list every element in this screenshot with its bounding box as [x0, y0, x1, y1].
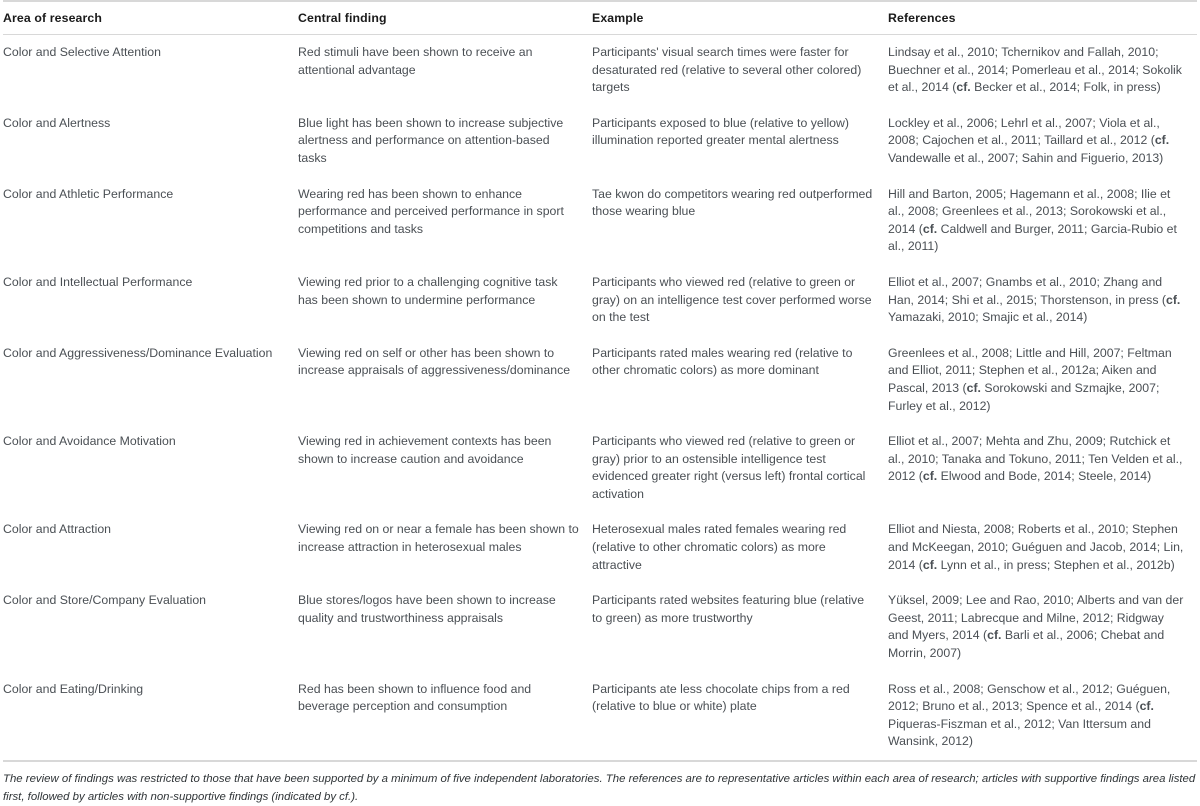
references-supportive: Greenlees et al., 2008; Little and Hill, 2007; Feltman and Elliot, 2011; Stephen et al., 2012a; Aiken and Pascal, 2013 ( [888, 345, 1172, 395]
table-footnote: The review of findings was restricted to those that have been supported by a minimum of five independent laboratories. The references are to representative articles within each area of research; articles with supportive findings area listed first, followed by articles with non-supportive findings (indicated by cf.). [3, 773, 1196, 803]
cell-references [888, 106, 1197, 177]
references-non-supportive: Sorokowski and Szmajke, 2007; Furley et al., 2012) [888, 380, 1160, 413]
cell-references [888, 583, 1197, 671]
cell-central-finding: Viewing red on self or other has been shown to increase appraisals of aggressiveness/dominance [298, 345, 571, 378]
column-header-area-of-research: Area of research [3, 1, 298, 35]
cell-example: Participants who viewed red (relative to green or gray) prior to an ostensible intelligence test evidenced greater right (versus left) frontal cortical activation [592, 434, 866, 501]
cell-example: Heterosexual males rated females wearing red (relative to other chromatic colors) as more attractive [592, 522, 847, 572]
references-cf-marker: cf. [987, 628, 1002, 643]
references-supportive: Ross et al., 2008; Genschow et al., 2012; Guéguen, 2012; Bruno et al., 2013; Spence et al., 2014 ( [888, 681, 1171, 714]
cell-references [888, 424, 1197, 512]
table-row [3, 265, 1197, 336]
cell-central-finding: Blue stores/logos have been shown to increase quality and trustworthiness appraisals [298, 593, 556, 625]
references-supportive: Elliot et al., 2007; Mehta and Zhu, 2009; Rutchick et al., 2010; Tanaka and Tokuno, 2011; Ten Velden et al., 2012 ( [888, 434, 1183, 484]
references-non-supportive: Piqueras-Fiszman et al., 2012; Van Ittersum and Wansink, 2012) [888, 716, 1151, 749]
cell-references [888, 177, 1197, 265]
cell-references [888, 512, 1197, 583]
cell-example: Participants exposed to blue (relative to yellow) illumination reported greater mental alertness [592, 115, 849, 148]
references-supportive: Elliot et al., 2007; Gnambs et al., 2010; Zhang and Han, 2014; Shi et al., 2015; Thorstenson, in press ( [888, 274, 1166, 307]
references-non-supportive: Barli et al., 2006; Chebat and Morrin, 2007) [888, 628, 1165, 661]
table-row [3, 336, 1197, 424]
cell-example: Participants rated websites featuring blue (relative to green) as more trustworthy [592, 593, 865, 625]
table-header [3, 1, 1197, 35]
table-row [3, 424, 1197, 512]
references-non-supportive: Becker et al., 2014; Folk, in press) [970, 80, 1161, 95]
references-supportive: Hill and Barton, 2005; Hagemann et al., 2008; Ilie et al., 2008; Greenlees et al., 2013; Sorokowski et al., 2014 ( [888, 186, 1171, 236]
table-header-row [3, 1, 1197, 35]
cell-example: Participants rated males wearing red (relative to other chromatic colors) as more dominant [592, 345, 853, 378]
references-supportive: Lockley et al., 2006; Lehrl et al., 2007; Viola et al., 2008; Cajochen et al., 2011; Taillard et al., 2012 ( [888, 115, 1160, 148]
cell-references [888, 672, 1197, 760]
table-row [3, 583, 1197, 671]
table-row [3, 106, 1197, 177]
table-row [3, 177, 1197, 265]
cell-central-finding: Viewing red in achievement contexts has been shown to increase caution and avoidance [298, 434, 552, 466]
references-non-supportive: Lynn et al., in press; Stephen et al., 2012b) [937, 557, 1175, 572]
references-supportive: Yüksel, 2009; Lee and Rao, 2010; Alberts and van der Geest, 2011; Labrecque and Milne, 2012; Ridgway and Myers, 2014 ( [888, 593, 1184, 643]
references-cf-marker: cf. [922, 557, 938, 572]
column-header-central-finding: Central finding [298, 1, 592, 35]
cell-central-finding: Viewing red on or near a female has been shown to increase attraction in heterosexual males [298, 522, 579, 555]
cell-central-finding: Wearing red has been shown to enhance performance and perceived performance in sport competitions and tasks [298, 186, 564, 236]
cell-area-of-research: Color and Attraction [3, 522, 111, 537]
cell-area-of-research: Color and Store/Company Evaluation [3, 593, 207, 608]
cell-references [888, 265, 1197, 336]
column-header-references: References [888, 1, 1197, 35]
cell-area-of-research: Color and Alertness [3, 115, 111, 130]
cell-example: Tae kwon do competitors wearing red outperformed those wearing blue [592, 186, 873, 219]
cell-references [888, 35, 1197, 106]
research-findings-table [3, 0, 1197, 760]
references-non-supportive: Vandewalle et al., 2007; Sahin and Figuerio, 2013) [888, 150, 1164, 165]
table-body [3, 35, 1197, 761]
cell-example: Participants who viewed red (relative to green or gray) on an intelligence test cover performed worse on the test [592, 274, 872, 325]
cell-area-of-research: Color and Aggressiveness/Dominance Evaluation [3, 345, 273, 360]
column-header-example: Example [592, 1, 888, 35]
cell-example: Participants ate less chocolate chips from a red (relative to blue or white) plate [592, 681, 850, 714]
cell-central-finding: Blue light has been shown to increase subjective alertness and performance on attention-based tasks [298, 115, 564, 165]
references-non-supportive: Yamazaki, 2010; Smajic et al., 2014) [888, 310, 1088, 325]
cell-central-finding: Red stimuli have been shown to receive an attentional advantage [298, 45, 533, 77]
cell-central-finding: Viewing red prior to a challenging cognitive task has been shown to undermine performance [298, 274, 558, 307]
cell-central-finding: Red has been shown to influence food and beverage perception and consumption [298, 681, 532, 714]
references-non-supportive: Caldwell and Burger, 2011; Garcia-Rubio et al., 2011) [888, 221, 1177, 254]
references-cf-marker: cf. [922, 221, 938, 236]
cell-example: Participants' visual search times were faster for desaturated red (relative to several other colored) targets [592, 45, 862, 95]
references-cf-marker: cf. [966, 380, 981, 395]
references-cf-marker: cf. [956, 80, 971, 95]
references-cf-marker: cf. [1165, 292, 1181, 307]
table-row [3, 672, 1197, 760]
cell-references [888, 336, 1197, 424]
references-cf-marker: cf. [922, 469, 938, 484]
references-supportive: Elliot and Niesta, 2008; Roberts et al., 2010; Stephen and McKeegan, 2010; Guéguen and Jacob, 2014; Lin, 2014 ( [888, 522, 1184, 572]
cell-area-of-research: Color and Avoidance Motivation [3, 434, 176, 449]
references-cf-marker: cf. [1139, 699, 1154, 714]
cell-area-of-research: Color and Eating/Drinking [3, 681, 144, 696]
cell-area-of-research: Color and Selective Attention [3, 45, 161, 59]
cell-area-of-research: Color and Athletic Performance [3, 186, 174, 201]
references-non-supportive: Elwood and Bode, 2014; Steele, 2014) [937, 469, 1152, 484]
references-cf-marker: cf. [1154, 133, 1170, 148]
table-row [3, 35, 1197, 106]
cell-area-of-research: Color and Intellectual Performance [3, 274, 193, 289]
table-row [3, 512, 1197, 583]
references-supportive: Lindsay et al., 2010; Tchernikov and Fallah, 2010; Buechner et al., 2014; Pomerleau et al., 2014; Sokolik et al., 2014 ( [888, 45, 1182, 95]
